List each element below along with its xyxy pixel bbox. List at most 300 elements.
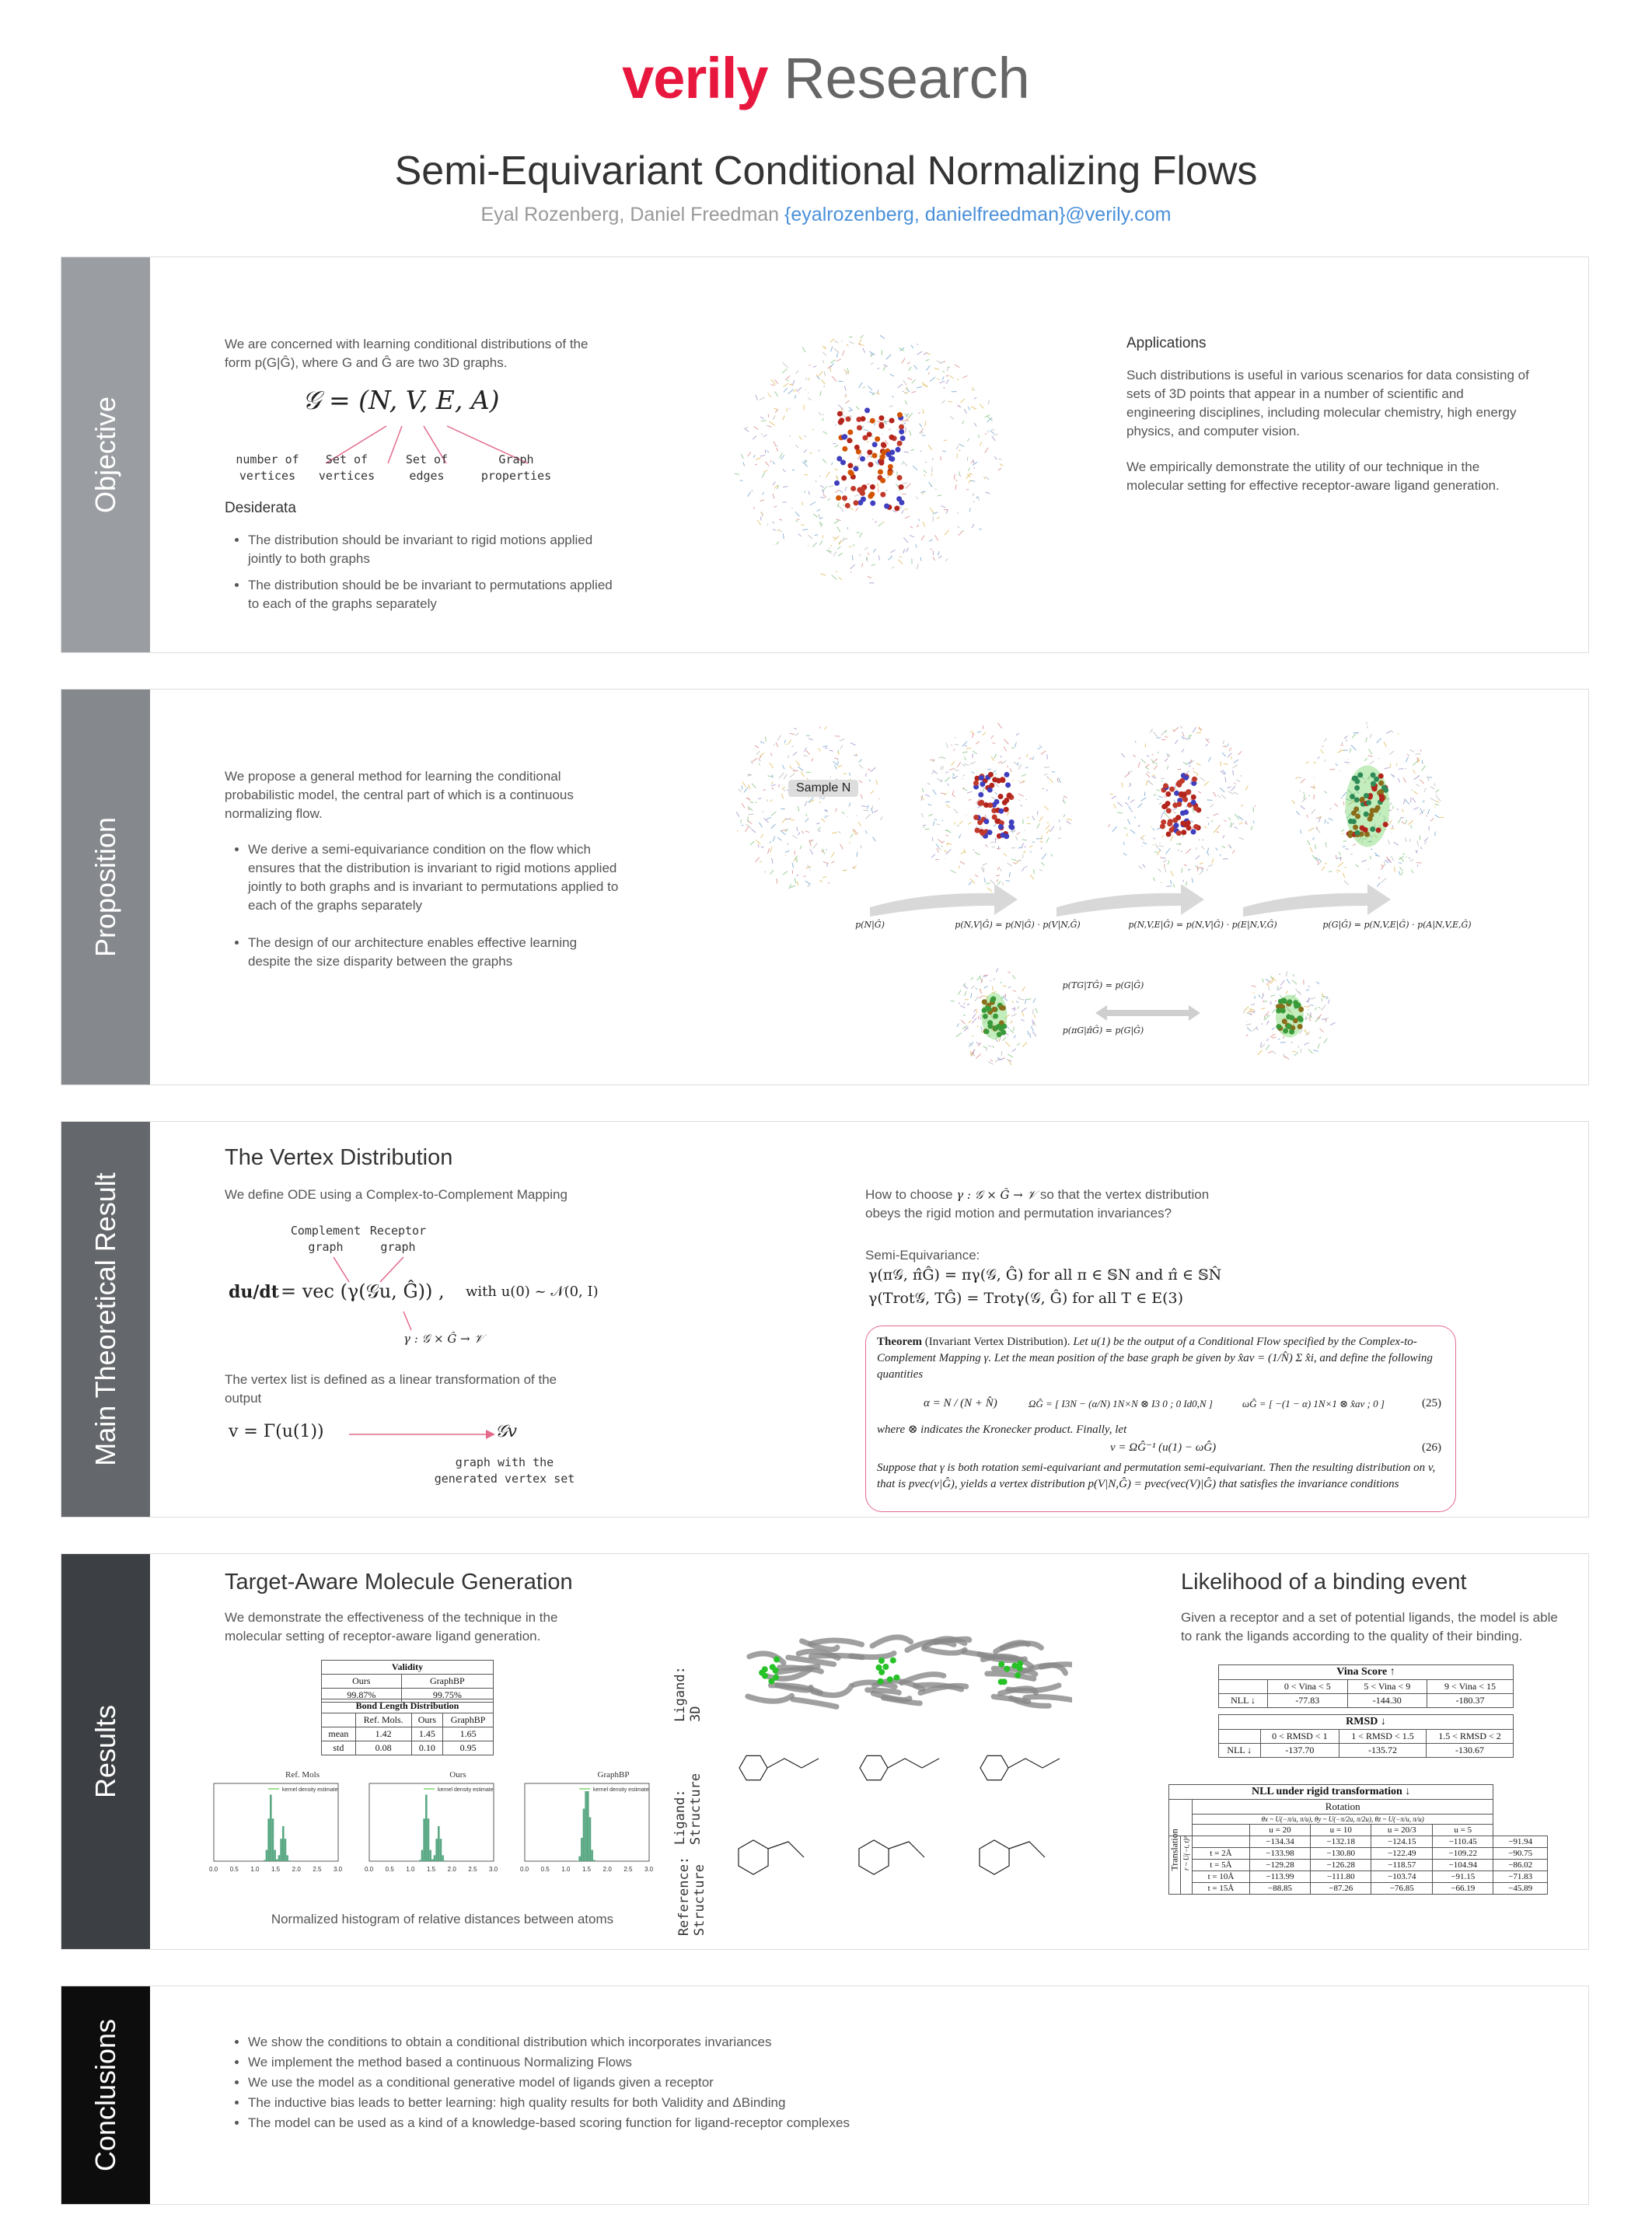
bond-line [760, 397, 765, 400]
bond-line [1041, 751, 1046, 755]
bond-line [889, 429, 891, 431]
bond-line [920, 432, 923, 434]
bond-line [819, 540, 822, 545]
bond-line [1129, 806, 1131, 810]
bond-line [1156, 789, 1159, 791]
rmsd-header [1219, 1730, 1261, 1744]
bond-line [1050, 826, 1054, 832]
bond-line [1206, 744, 1208, 746]
bond-line [1133, 755, 1136, 756]
bond-line [1034, 1015, 1036, 1018]
hist-bar [274, 1850, 276, 1861]
bond-line [1366, 737, 1367, 742]
bond-line [1308, 795, 1310, 796]
bond-line [959, 821, 963, 824]
bond-line [1122, 782, 1123, 787]
bond-line [973, 408, 976, 409]
theorem-p1: Let u(1) be the output of a Conditional Flow specified by the Complex-to-Complement Mapping γ. Let the mean position of the base graph be given by x̂av = (1/N̂) Σ x̂i, and define the following quantities [877, 1336, 1433, 1381]
bond-line [1322, 1005, 1325, 1011]
bond-line [1153, 844, 1154, 846]
bond-line [1320, 1029, 1324, 1032]
rigid-cell: −66.19 [1433, 1883, 1493, 1895]
bond-line [864, 429, 869, 431]
bond-line [995, 1059, 1000, 1062]
ligand-atom [1175, 815, 1181, 820]
bond-line [1386, 731, 1391, 734]
bond-line [972, 1036, 973, 1037]
bond-line [1207, 817, 1209, 818]
bond-line [983, 864, 987, 865]
bond-line [955, 770, 959, 771]
hist-xtick: 2.5 [313, 1866, 322, 1873]
bond-line [1213, 792, 1216, 797]
bond-line [834, 520, 840, 523]
bond-line [760, 753, 764, 756]
bond-line [1032, 1032, 1036, 1036]
hist-xtick: 0.5 [540, 1866, 550, 1873]
rigid-cell: −113.99 [1249, 1871, 1310, 1883]
ligand-atom [834, 480, 840, 486]
bond-line [963, 1015, 965, 1016]
bond-line [844, 396, 847, 397]
bond-line [998, 469, 1001, 470]
bond-line [1361, 860, 1367, 861]
rigid-rotation-header: Rotation [1193, 1800, 1493, 1815]
bond-line [944, 387, 945, 389]
hist-bar [442, 1855, 444, 1861]
bond-line [1430, 798, 1436, 802]
bond-line [798, 767, 803, 770]
chain [888, 1759, 939, 1768]
bond-line [783, 416, 785, 421]
bond-line [794, 389, 797, 392]
bond-line [1220, 788, 1224, 792]
bond-line [992, 986, 993, 990]
bond-line [912, 379, 916, 383]
author-emails[interactable]: {eyalrozenberg, danielfreedman}@verily.com [784, 204, 1172, 225]
bond-line [985, 448, 988, 453]
bond-line [1228, 791, 1234, 794]
bond-line [756, 395, 758, 400]
bond-line [1266, 1045, 1269, 1050]
bond-line [945, 835, 948, 836]
bond-line [833, 552, 836, 557]
bond-line [868, 455, 869, 458]
bond-line [767, 524, 768, 526]
ligand-atom [1286, 1024, 1291, 1029]
bond-line [1292, 800, 1295, 804]
bond-line [911, 391, 916, 393]
vina-header: 9 < Vina < 15 [1427, 1680, 1514, 1694]
bond-line [823, 352, 826, 355]
bond-line [777, 837, 781, 840]
bond-line [819, 412, 821, 415]
bond-line [1266, 979, 1270, 981]
bond-line [970, 762, 976, 764]
validity-value: 99.75% [401, 1689, 493, 1703]
bond-line [1200, 872, 1202, 875]
bond-line [1010, 768, 1011, 772]
ligand-atom [987, 1006, 992, 1011]
bond-line [1183, 738, 1188, 740]
bond-line [1292, 980, 1297, 984]
bond-line [1154, 795, 1157, 796]
bond-line [819, 830, 820, 832]
bond-line [1135, 741, 1136, 742]
ligand-cluster [973, 772, 1015, 839]
bond-line [990, 842, 994, 843]
bond-line [1436, 796, 1441, 802]
bond-line [1324, 791, 1326, 794]
bond-line [756, 840, 761, 844]
bond-line [1030, 851, 1031, 853]
ligand-atom [1186, 790, 1191, 795]
bond-line [1344, 762, 1349, 763]
bond-line [934, 368, 939, 369]
bond-line [858, 340, 861, 344]
bond-line [806, 750, 809, 754]
ligand-atom [870, 418, 875, 424]
hist-bar [267, 1818, 270, 1861]
bond-line [831, 861, 834, 864]
semi-equation-1: γ(π𝒢, π̂Ĝ) = πγ(𝒢, Ĝ) for all π ∈ 𝕊N and π̂ ∈ 𝕊N̂ [868, 1266, 1222, 1284]
generation-text: We demonstrate the effectiveness of the technique in the molecular setting of receptor-aware ligand generation. [225, 1610, 558, 1643]
bond-line [805, 801, 807, 805]
ligand-atom [1160, 824, 1165, 830]
equation-number-25: (25) [1422, 1397, 1441, 1409]
bond-line [1315, 818, 1320, 819]
bond-line [1167, 766, 1168, 770]
bond-line [1182, 732, 1183, 733]
bond-line [1329, 818, 1333, 820]
ligand-atom [849, 470, 854, 476]
bond-line [765, 871, 766, 872]
results-side-label [61, 1554, 150, 1949]
bond-line [1370, 735, 1371, 738]
bond-line [1178, 769, 1182, 770]
bond-line [886, 355, 891, 359]
bond-line [1222, 753, 1225, 756]
bond-line [945, 530, 949, 535]
bond-line [800, 846, 802, 849]
conclusion-item: • We implement the method based a continuous Normalizing Flows [248, 2053, 1391, 2072]
ligand-atom [1276, 1024, 1281, 1029]
ligand-atom [988, 772, 994, 777]
bond-line [792, 380, 795, 385]
bond-line [885, 490, 888, 491]
bond-line [819, 748, 820, 751]
bond-line [1253, 993, 1255, 994]
bond-line [767, 425, 772, 427]
bond-line [1312, 837, 1315, 840]
bond-line [1356, 865, 1359, 867]
bond-line [1044, 774, 1047, 775]
histograms [198, 1780, 696, 1881]
bond-line [974, 467, 975, 469]
rigid-cell: −91.15 [1433, 1871, 1493, 1883]
bond-line [988, 1046, 992, 1047]
bond-line [1284, 1056, 1289, 1059]
bond-line [889, 406, 893, 407]
ligand-atom [978, 792, 983, 798]
hist-bar [282, 1826, 285, 1861]
bond-line [1022, 1008, 1027, 1011]
bond-line [782, 369, 788, 374]
rigid-cell: −104.94 [1433, 1860, 1493, 1871]
bond-header: Ref. Mols. [355, 1713, 411, 1727]
bond-line [1052, 771, 1055, 772]
rigid-cell: −132.18 [1311, 1836, 1371, 1848]
bond-line [968, 407, 969, 410]
ligand-atom [1298, 1024, 1303, 1029]
bond-line [1407, 754, 1409, 756]
bond-line [905, 414, 908, 416]
bond-line [1329, 871, 1332, 872]
bond-line [770, 421, 775, 425]
bond-line [1138, 762, 1140, 767]
hist-bar [577, 1860, 579, 1861]
bond-line [809, 739, 813, 740]
bond-line [868, 769, 871, 770]
bond-line [932, 467, 933, 473]
bond-line [1063, 796, 1067, 798]
bond-line [948, 367, 950, 368]
protein-cloud [735, 335, 1003, 583]
bond-line [830, 360, 835, 363]
bond-line [1408, 820, 1413, 825]
bond-line [928, 814, 932, 816]
bond-line [868, 553, 869, 554]
ligand-atom [878, 1657, 885, 1664]
ligand-atom [853, 500, 858, 505]
bond-line [926, 359, 929, 361]
bond-line [969, 508, 970, 512]
ligand-atom [1166, 808, 1172, 813]
ring [859, 1840, 889, 1874]
bond-line [788, 756, 789, 758]
bond-line [946, 844, 948, 845]
ligand-atom [999, 1005, 1004, 1011]
ligand-atom [990, 997, 996, 1002]
bond-line [837, 526, 840, 532]
hist-frame [369, 1783, 494, 1861]
hist-caption: Normalized histogram of relative distances between atoms [271, 1912, 614, 1926]
theorem-p2: Suppose that γ is both rotation semi-equivariant and permutation semi-equivariant. Then the resulting distribution on v, that is pvec(v|Ĝ), yields a vertex distribution p(V|N,Ĝ) = pvec(vec(V)|Ĝ) that satisfies the invariance conditions [877, 1462, 1436, 1490]
bond-line [761, 834, 763, 838]
bond-line [983, 788, 984, 792]
bond-line [784, 740, 785, 743]
bond-line [903, 422, 906, 424]
bond-line [755, 746, 759, 748]
bond-line [1029, 845, 1032, 847]
proposition-side-label [61, 690, 150, 1085]
bond-line [1411, 798, 1412, 803]
bond-line [856, 754, 857, 756]
bond-line [993, 1046, 994, 1048]
bond-line [1046, 789, 1047, 791]
bond-line [856, 508, 858, 512]
bond-line [782, 765, 784, 769]
bond-line [753, 436, 756, 439]
bond-line [1245, 821, 1246, 823]
ligand-atom [886, 452, 892, 457]
hist-xtick: 0.0 [520, 1866, 529, 1873]
ligand-atom [864, 407, 870, 413]
theorem-head: Theorem [877, 1336, 923, 1348]
bond-line [1234, 792, 1238, 795]
bond-line [791, 746, 793, 747]
ligand-atom [1165, 791, 1171, 797]
bond-line [892, 396, 893, 397]
bond-line [978, 435, 979, 438]
ligand-3d-view [851, 1637, 969, 1703]
bond-line [965, 991, 966, 996]
bond-line [1390, 763, 1391, 768]
bond-line [1139, 866, 1142, 869]
bond-line [850, 564, 855, 569]
bond-line [930, 508, 934, 514]
bond-line [1183, 733, 1184, 736]
bond-line [772, 788, 774, 790]
bond-line [1236, 780, 1240, 781]
bond-line [962, 775, 964, 777]
bond-line [964, 1003, 965, 1004]
rigid-side-text-2: r ~ U(−t, t)³ [1182, 1836, 1190, 1870]
applications-text-1: Such distributions is useful in various scenarios for data consisting of sets of 3D points that appear in a number of scientific and engineering disciplines, including molecular chemistry, high energy physics, and computer vision. [1126, 368, 1529, 438]
bond-line [1249, 1008, 1254, 1010]
bond-line [859, 533, 862, 537]
bond-line [1057, 778, 1058, 782]
vina-title: Vina Score ↑ [1219, 1665, 1514, 1680]
bond-line [876, 780, 878, 784]
bond-line [837, 765, 842, 767]
hist-legend-text: kernel density estimate [282, 1787, 338, 1793]
bond-line [973, 462, 977, 465]
bond-line [917, 564, 918, 569]
vina-cell: -144.30 [1347, 1694, 1427, 1708]
ribbon [748, 1696, 792, 1701]
ligand-atom [880, 492, 885, 498]
bond-line [1346, 739, 1347, 742]
theory-label-text: Main Theoretical Result [89, 1172, 121, 1466]
rigid-cell: −91.94 [1493, 1836, 1548, 1848]
authors: Eyal Rozenberg, Daniel Freedman [480, 204, 780, 225]
desiderata-list [225, 531, 621, 621]
ligand-atom [897, 441, 903, 446]
bond-line [842, 812, 845, 814]
bond-line [907, 378, 912, 380]
bond-line [933, 770, 938, 774]
bond-line [1235, 827, 1238, 829]
vina-cell: -77.83 [1268, 1694, 1347, 1708]
bond-line [813, 514, 818, 517]
bond-line [1391, 856, 1394, 861]
bond-line [906, 484, 911, 489]
sample-n-badge: Sample N [788, 780, 858, 797]
bond-line [805, 819, 809, 823]
rigid-cell: −87.26 [1311, 1883, 1371, 1895]
bond-line [1160, 843, 1161, 844]
ligand-atom [888, 464, 893, 470]
bond-line [1336, 858, 1342, 859]
bond-line [969, 799, 972, 800]
ligand-atom [1009, 825, 1015, 830]
theorem-quantities [877, 1386, 1444, 1422]
ligand-atom [857, 425, 862, 431]
hist-xtick: 1.0 [250, 1866, 260, 1873]
hist-bar [425, 1795, 428, 1862]
bond-line [838, 752, 839, 755]
bond-line [1245, 1024, 1251, 1025]
bond-line [974, 389, 975, 390]
bond-line [819, 514, 820, 519]
bond-line [1190, 821, 1193, 823]
bond-line [1141, 798, 1147, 802]
bond-line [1016, 733, 1019, 735]
bond-line [931, 485, 932, 486]
bond-line [863, 387, 865, 388]
bond-line [838, 404, 843, 409]
bond-line [1184, 865, 1187, 866]
bond-line [820, 391, 822, 396]
bond-line [830, 363, 833, 367]
bond-line [961, 399, 965, 403]
bond-line [929, 482, 932, 487]
bond-line [911, 345, 913, 348]
bond-line [956, 445, 959, 449]
protein-cloud [920, 723, 1072, 892]
bond-line [1420, 847, 1421, 849]
bond-line [1171, 871, 1174, 876]
bond-line [779, 773, 784, 778]
bond-header: Ours [411, 1713, 443, 1727]
bond-line [808, 535, 812, 538]
bond-line [921, 813, 923, 817]
bond-line [878, 368, 879, 369]
bond-line [1277, 986, 1279, 989]
bond-line [773, 494, 774, 498]
bond-line [741, 454, 743, 459]
bond-cell: mean [322, 1727, 356, 1741]
stage-arrows [862, 876, 1515, 923]
bond-line [1058, 838, 1061, 839]
bond-line [845, 386, 847, 391]
bond-line [1327, 822, 1329, 823]
bond-line [850, 571, 851, 572]
ligand-atom [1297, 1015, 1302, 1021]
bond-line [976, 988, 977, 990]
bond-line [770, 800, 772, 802]
bond-line [1266, 1021, 1268, 1025]
ligand-atom [1370, 826, 1375, 832]
bond-line [980, 790, 981, 791]
ligand-2d-structure [980, 1755, 1060, 1780]
bond-line [1047, 777, 1049, 778]
bond-line [737, 831, 738, 832]
bond-line [966, 748, 971, 749]
ligand-atom [861, 497, 866, 502]
bond-line [984, 477, 985, 479]
hist-bar [278, 1855, 281, 1861]
bond-line [1001, 760, 1007, 763]
ligand-atom [993, 1025, 998, 1031]
bond-line [819, 880, 822, 882]
bond-line [1385, 860, 1388, 863]
vina-cell: -180.37 [1427, 1694, 1514, 1708]
hist-bar [280, 1839, 282, 1861]
bond-line [1314, 762, 1316, 763]
bond-line [836, 353, 837, 358]
